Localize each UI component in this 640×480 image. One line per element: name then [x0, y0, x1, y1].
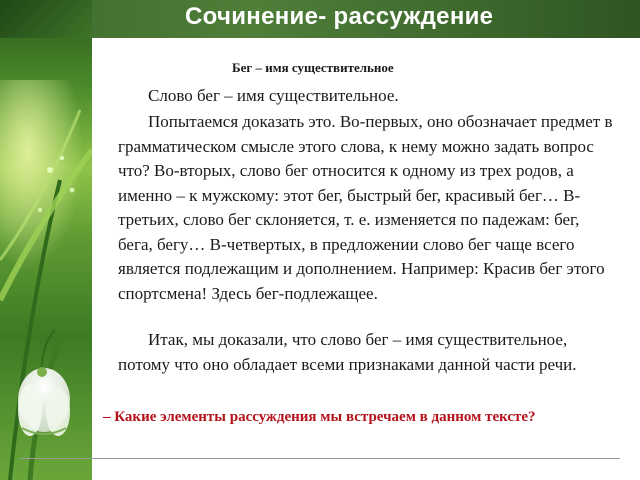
bottom-divider: [20, 458, 620, 459]
paragraph-3: Итак, мы доказали, что слово бег – имя существительное, потому что оно обладает всеми признаками данной части речи.: [118, 330, 577, 374]
paragraph-2: Попытаемся доказать это. Во-первых, оно обозначает предмет в грамматическом смысле этого слова, к нему можно задать вопрос что? Во-вторых, слово бег относится к одному из трех родов, а именно – к мужскому: этот бег, быстрый бег, красивый бег… В-третьих, слово бег склоняется, т. е. изменяется по падежам: бег, бега, бегу… В-четвертых, в предложении слово бег чаще всего является подлежащим и дополнением. Например: Красив бег этого спортсмена! Здесь бег-подлежащее.: [118, 112, 613, 303]
slide-title: Сочинение- рассуждение: [185, 3, 494, 30]
text-subtitle: Бег – имя существительное: [232, 60, 394, 75]
side-decorative-image: [0, 0, 92, 480]
snowdrop-illustration: [0, 0, 92, 480]
discussion-question: – Какие элементы рассуждения мы встречаем в данном тексте?: [103, 409, 536, 425]
paragraph-1: Слово бег – имя существительное.: [148, 86, 399, 105]
header-corner-decoration: [0, 0, 92, 38]
